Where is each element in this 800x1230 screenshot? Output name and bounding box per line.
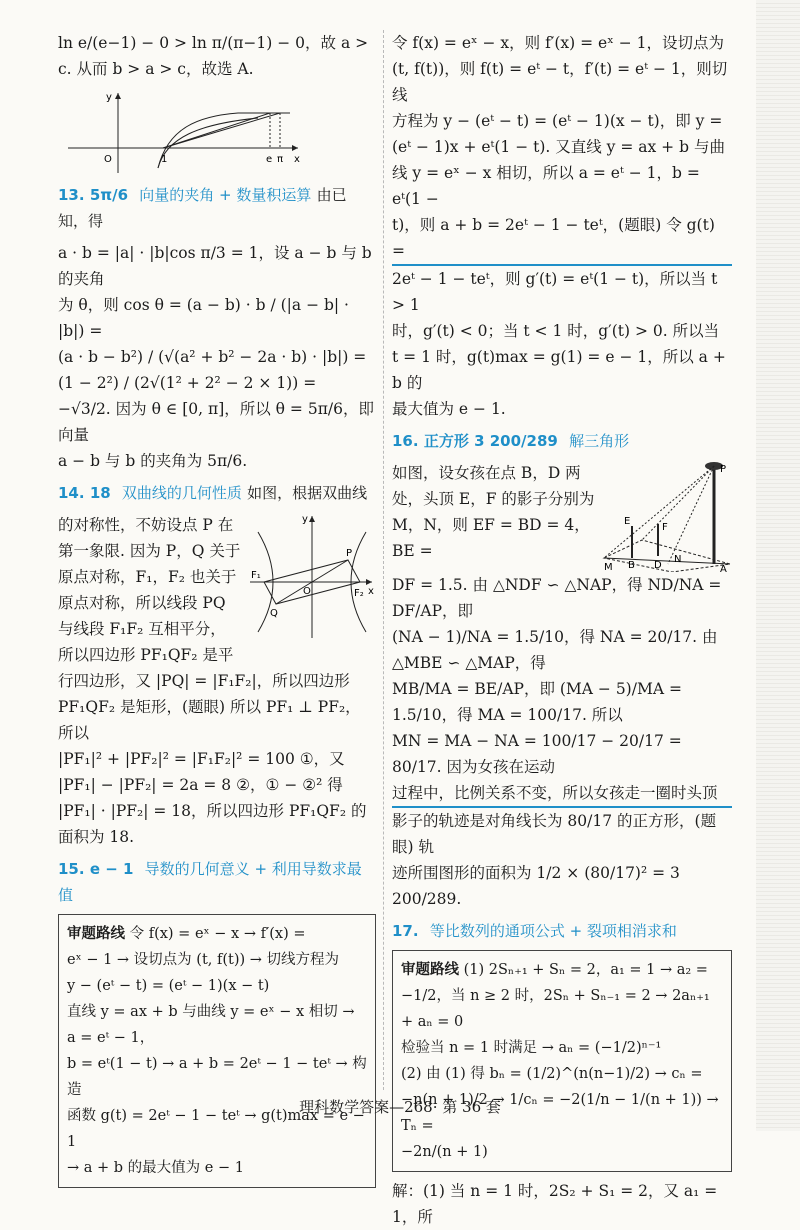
q15-box-line-3: y − (eᵗ − t) = (eᵗ − 1)(x − t) xyxy=(67,978,270,994)
q17-box-line-3: 检验当 n = 1 时满足 → aₙ = (−1/2)ⁿ⁻¹ xyxy=(401,1040,662,1056)
q14-line-4: |PF₁| − |PF₂| = 2a = 8 ②，① − ②² 得 xyxy=(58,776,343,794)
q17-box-title: 审题路线 xyxy=(401,962,459,978)
q13-number: 13. xyxy=(58,186,85,204)
q14-tag: 双曲线的几何性质 xyxy=(121,484,242,502)
q16-line-2: (NA − 1)/NA = 1.5/10，得 NA = 20/17. 由 △MBE ∽ △MAP，得 xyxy=(392,628,718,672)
q15-cont-5: 线 y = eˣ − x 相切，所以 a = eᵗ − 1，b = eᵗ(1 − xyxy=(392,164,700,208)
q15-cont-9: t = 1 时，g(t)max = g(1) = e − 1，所以 a + b 的 xyxy=(392,348,726,392)
column-divider xyxy=(383,30,384,1090)
intro-text: ln e/(e−1) − 0 > ln π/(π−1) − 0，故 a > c. 从而 b > a > c，故选 A. xyxy=(58,34,369,78)
fig16-a-label: A xyxy=(720,564,727,572)
q13-line-5: a − b 与 b 的夹角为 5π/6. xyxy=(58,452,248,470)
q16-side-block xyxy=(392,460,732,572)
figure-hyperbola xyxy=(248,512,376,640)
q15-cont-2: (t, f(t))，则 f(t) = eᵗ − t，f′(t) = eᵗ − 1，则切线 xyxy=(392,60,728,104)
q13-tail: 由已知，得 xyxy=(58,186,347,230)
q15-cont-10: 最大值为 e − 1. xyxy=(392,400,506,418)
q17-tag: 等比数列的通项公式 + 裂项相消求和 xyxy=(429,922,677,940)
q16-side-2: 处，头顶 E，F 的影子分别为 xyxy=(392,490,595,508)
q13-line-4: −√3/2. 因为 θ ∈ [0, π]，所以 θ = 5π/6，即向量 xyxy=(58,400,374,444)
q14-line-1: 行四边形，又 |PQ| = |F₁F₂|，所以四边形 xyxy=(58,672,350,690)
q15-cont-8: 时，g′(t) < 0；当 t < 1 时，g′(t) > 0. 所以当 xyxy=(392,322,720,340)
q16-line-3: MB/MA = BE/AP，即 (MA − 5)/MA = 1.5/10，得 MA = 100/17. 所以 xyxy=(392,680,682,724)
figure-log-curve xyxy=(58,88,308,176)
q14-side-5: 与线段 F₁F₂ 互相平分， xyxy=(58,620,226,638)
fig14-q-label: Q xyxy=(270,608,278,619)
q13-tag: 向量的夹角 + 数量积运算 xyxy=(139,186,312,204)
q16-line-4: MN = MA − NA = 100/17 − 20/17 = 80/17. 因为女孩在运动 xyxy=(392,732,682,776)
q16-line-5: 过程中，比例关系不变，所以女孩走一圈时头顶 xyxy=(392,780,732,808)
fig14-p-label: P xyxy=(346,548,353,559)
q15-box-line-6: 函数 g(t) = 2eᵗ − 1 − teᵗ → g(t)max = e − 1 xyxy=(67,1108,365,1150)
q15-box-line-1: 令 f(x) = eˣ − x → f′(x) = xyxy=(129,926,306,942)
fig16-m-label: M xyxy=(604,562,613,572)
q15-header xyxy=(58,856,376,908)
q17-review-box xyxy=(392,950,732,1172)
q17-number: 17. xyxy=(392,922,419,940)
q14-side-3: 原点对称，F₁，F₂ 也关于 xyxy=(58,568,237,586)
q13-line-2: 为 θ，则 cos θ = (a − b) · b / (|a − b| · |b|) = xyxy=(58,296,349,340)
fig12-one-label: 1 xyxy=(161,154,168,165)
q14-line-6: 面积为 18. xyxy=(58,828,135,846)
q17-box-line-2: −1/2，当 n ≥ 2 时，2Sₙ + Sₙ₋₁ = 2 → 2aₙ₊₁ + aₙ = 0 xyxy=(401,988,710,1030)
q16-tag2: 解三角形 xyxy=(569,432,630,450)
q14-answer: 18 xyxy=(89,484,111,502)
q15-answer: e − 1 xyxy=(89,860,134,878)
q16-header xyxy=(392,428,732,454)
q14-side-6: 所以四边形 PF₁QF₂ 是平 xyxy=(58,646,234,664)
q16-side-3: M，N，则 EF = BD = 4，BE = xyxy=(392,516,590,560)
fig12-e-label: e xyxy=(266,154,273,165)
q15-cont-3: 方程为 y − (eᵗ − t) = (eᵗ − 1)(x − t)，即 y = xyxy=(392,112,723,130)
q17-box-line-1: (1) 2Sₙ₊₁ + Sₙ = 2，a₁ = 1 → a₂ = xyxy=(463,962,708,978)
q16-line-7: 迹所围图形的面积为 1/2 × (80/17)² = 3 200/289. xyxy=(392,864,680,908)
fig14-y-label: y xyxy=(302,514,308,525)
q15-cont-6: t)，则 a + b = 2eᵗ − 1 − teᵗ，(题眼) 令 g(t) = xyxy=(392,212,732,266)
q16-line-6: 影子的轨迹是对角线长为 80/17 的正方形，(题眼) 轨 xyxy=(392,812,717,856)
fig12-origin-label: O xyxy=(104,154,112,165)
q14-tail: 如图，根据双曲线 xyxy=(247,484,368,502)
q16-answer: 3 200/289 xyxy=(474,432,558,450)
fig12-y-label: y xyxy=(106,92,112,103)
q15-box-title: 审题路线 xyxy=(67,926,125,942)
fig14-f1-label: F₁ xyxy=(251,570,261,581)
q17-header xyxy=(392,918,732,944)
q14-line-5: |PF₁| · |PF₂| = 18，所以四边形 PF₁QF₂ 的 xyxy=(58,802,367,820)
q13-line-3: (a · b − b²) / (√(a² + b² − 2a · b) · |b|) = (1 − 2²) / (2√(1² + 2² − 2 × 1)) = xyxy=(58,348,367,392)
q15-cont-4: (eᵗ − 1)x + eᵗ(1 − t). 又直线 y = ax + b 与曲 xyxy=(392,138,725,156)
q15-cont-7: 2eᵗ − 1 − teᵗ，则 g′(t) = eᵗ(1 − t)，所以当 t > 1 xyxy=(392,270,718,314)
q14-line-2: PF₁QF₂ 是矩形，(题眼) 所以 PF₁ ⊥ PF₂，所以 xyxy=(58,698,361,742)
q17-box-line-6: −2n/(n + 1) xyxy=(401,1144,488,1160)
fig16-e-label: E xyxy=(624,516,631,527)
q15-number: 15. xyxy=(58,860,85,878)
q17-solution: 解：(1) 当 n = 1 时，2S₂ + S₁ = 2，又 a₁ = 1，所 xyxy=(392,1182,718,1226)
left-column xyxy=(58,30,376,1194)
q13-line-1: a · b = |a| · |b|cos π/3 = 1，设 a − b 与 b 的夹角 xyxy=(58,244,372,288)
fig14-f2-label: F₂ xyxy=(354,588,364,599)
fig16-f-label: F xyxy=(662,522,668,533)
fig16-d-label: D xyxy=(654,560,662,571)
fig16-p-label: P xyxy=(720,464,727,475)
q15-box-line-4: 直线 y = ax + b 与曲线 y = eˣ − x 相切 → a = eᵗ − 1， xyxy=(67,1004,355,1046)
q15-tag: 导数的几何意义 + 利用导数求最值 xyxy=(58,860,362,904)
q13-answer: 5π/6 xyxy=(89,186,129,204)
q16-line-1: DF = 1.5. 由 △NDF ∽ △NAP，得 ND/NA = DF/AP，即 xyxy=(392,576,722,620)
q17-box-line-5: −n(n + 1)/2 → 1/cₙ = −2(1/n − 1/(n + 1)) → Tₙ = xyxy=(401,1092,719,1134)
q14-number: 14. xyxy=(58,484,85,502)
q14-header xyxy=(58,480,376,506)
q13-header xyxy=(58,182,376,234)
fig14-origin-label: O xyxy=(303,586,311,597)
q14-side-2: 第一象限. 因为 P，Q 关于 xyxy=(58,542,241,560)
fig16-n-label: N xyxy=(674,554,682,565)
q17-box-line-4: (2) 由 (1) 得 bₙ = (1/2)^(n(n−1)/2) → cₙ = xyxy=(401,1066,703,1082)
q15-box-line-5: b = eᵗ(1 − t) → a + b = 2eᵗ − 1 − teᵗ → 构造 xyxy=(67,1056,367,1098)
q16-side-1: 如图，设女孩在点 B，D 两 xyxy=(392,464,581,482)
fig14-x-label: x xyxy=(368,586,374,597)
q15-review-box xyxy=(58,914,376,1188)
q16-number: 16. xyxy=(392,432,419,450)
page-footer: 理科数学答案—268· 第 36 套 xyxy=(299,1098,501,1116)
fig12-x-label: x xyxy=(294,154,300,165)
q16-tag1: 正方形 xyxy=(423,432,469,450)
right-column xyxy=(392,30,732,1230)
q15-box-line-2: eˣ − 1 → 设切点为 (t, f(t)) → 切线方程为 xyxy=(67,952,340,968)
q14-side-1: 的对称性，不妨设点 P 在 xyxy=(58,516,234,534)
q14-side-4: 原点对称，所以线段 PQ xyxy=(58,594,226,612)
q14-line-3: |PF₁|² + |PF₂|² = |F₁F₂|² = 100 ①，又 xyxy=(58,750,345,768)
fig16-b-label: B xyxy=(628,560,635,571)
q14-side-block xyxy=(58,512,376,668)
fig12-pi-label: π xyxy=(277,154,284,165)
q15-box-line-7: → a + b 的最大值为 e − 1 xyxy=(67,1160,244,1176)
q15-cont-1: 令 f(x) = eˣ − x，则 f′(x) = eˣ − 1，设切点为 xyxy=(392,34,724,52)
page-edge-texture xyxy=(756,0,800,1131)
figure-shadow-square xyxy=(602,460,732,572)
